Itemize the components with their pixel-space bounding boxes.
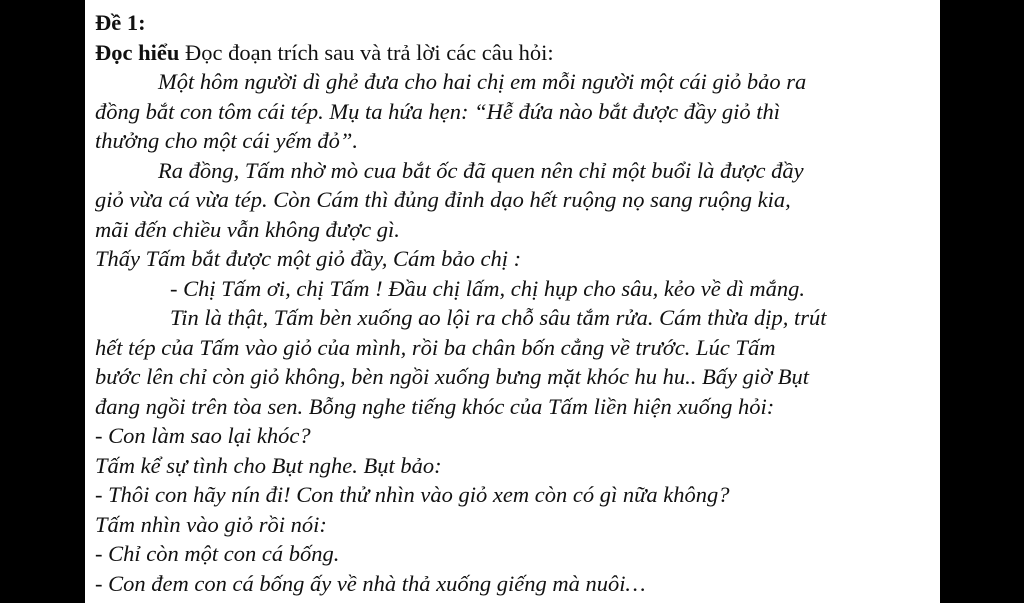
section-header	[95, 38, 935, 68]
passage-line: - Thôi con hãy nín đi! Con thử nhìn vào giỏ xem còn có gì nữa không?	[95, 482, 730, 507]
section-label: Đọc hiểu	[95, 39, 180, 65]
passage-line: đồng bắt con tôm cái tép. Mụ ta hứa hẹn: “Hễ đứa nào bắt được đầy giỏ thì	[95, 98, 780, 124]
passage-line: giỏ vừa cá vừa tép. Còn Cám thì đủng đỉnh dạo hết ruộng nọ sang ruộng kia,	[95, 187, 791, 212]
passage-line: mãi đến chiều vẫn không được gì.	[95, 216, 400, 242]
passage-line: bước lên chỉ còn giỏ không, bèn ngồi xuống bưng mặt khóc hu hu.. Bấy giờ Bụt	[95, 364, 810, 389]
document-text	[95, 8, 935, 598]
passage-line: Thấy Tấm bắt được một giỏ đầy, Cám bảo chị :	[95, 246, 522, 271]
passage-line: đang ngồi trên tòa sen. Bỗng nghe tiếng khóc của Tấm liền hiện xuống hỏi:	[95, 393, 775, 419]
passage-line: hết tép của Tấm vào giỏ của mình, rồi ba chân bốn cẳng về trước. Lúc Tấm	[95, 334, 776, 360]
passage-line: Tin là thật, Tấm bèn xuống ao lội ra chỗ sâu tắm rửa. Cám thừa dịp, trút	[170, 305, 827, 330]
exam-heading: Đề 1:	[95, 10, 146, 35]
section-instruction: Đọc đoạn trích sau và trả lời các câu hỏi:	[179, 39, 554, 65]
passage-line: thưởng cho một cái yếm đỏ”.	[95, 128, 358, 153]
passage-line: - Con làm sao lại khóc?	[95, 423, 311, 448]
passage-line: Một hôm người dì ghẻ đưa cho hai chị em mỗi người một cái giỏ bảo ra	[158, 69, 807, 94]
passage-line: Ra đồng, Tấm nhờ mò cua bắt ốc đã quen nên chỉ một buổi là được đầy	[158, 157, 804, 183]
passage-line: Tấm kể sự tình cho Bụt nghe. Bụt bảo:	[95, 452, 442, 478]
passage-line: - Chỉ còn một con cá bống.	[95, 541, 340, 566]
passage-line: - Con đem con cá bống ấy về nhà thả xuống giếng mà nuôi…	[95, 570, 646, 596]
passage-line: Tấm nhìn vào giỏ rồi nói:	[95, 511, 327, 537]
document-page	[85, 0, 940, 603]
passage-line: - Chị Tấm ơi, chị Tấm ! Đầu chị lấm, chị hụp cho sâu, kẻo về dì mắng.	[170, 275, 806, 301]
